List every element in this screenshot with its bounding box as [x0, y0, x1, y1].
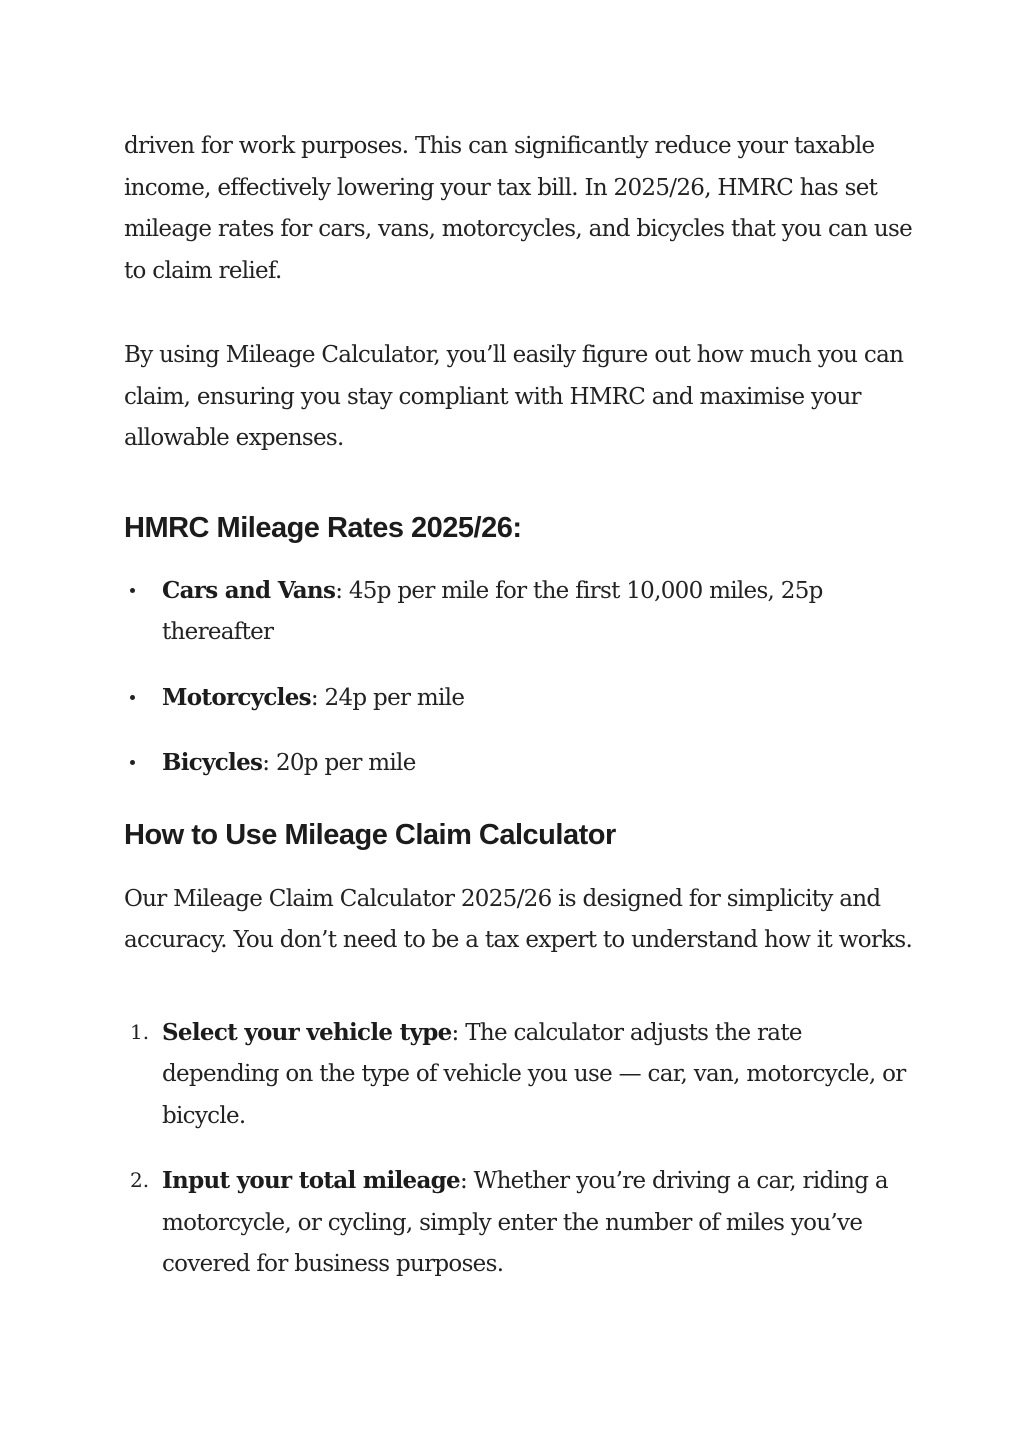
step-text: : Whether you’re driving a car, riding a motorcycle, or cycling, simply enter the number of miles you’ve covered for business purposes. — [162, 1168, 888, 1277]
rate-label: Cars and Vans — [162, 576, 336, 604]
list-item — [124, 742, 914, 785]
rates-heading: HMRC Mileage Rates 2025/26: — [124, 511, 522, 544]
rate-text: : 45p per mile for the first 10,000 miles, 25p thereafter — [162, 577, 823, 645]
list-item — [124, 1160, 914, 1286]
list-item — [124, 677, 914, 720]
howto-heading: How to Use Mileage Claim Calculator — [124, 818, 616, 851]
article-body — [124, 126, 914, 1286]
rates-list — [124, 570, 914, 785]
step-label: Input your total mileage — [162, 1167, 460, 1194]
step-number: 2. — [130, 1168, 150, 1192]
step-text: : The calculator adjusts the rate depending on the type of vehicle you use — car, van, motorcycle, or bicycle. — [162, 1019, 906, 1129]
bullet-icon — [130, 760, 135, 765]
intro-paragraph-2: By using Mileage Calculator, you’ll easily figure out how much you can claim, ensuring you stay compliant with HMRC and maximise your allowable expenses. — [124, 342, 904, 451]
list-item — [124, 1012, 914, 1138]
step-number: 1. — [130, 1019, 150, 1044]
howto-paragraph: Our Mileage Claim Calculator 2025/26 is designed for simplicity and accuracy. You don’t need to be a tax expert to understand how it works. — [124, 885, 913, 953]
rate-text: : 20p per mile — [262, 750, 416, 776]
bullet-icon — [130, 588, 135, 593]
steps-list — [124, 1012, 914, 1286]
list-item — [124, 570, 914, 654]
rate-text: : 24p per mile — [310, 684, 465, 711]
rate-label: Motorcycles — [162, 683, 311, 711]
intro-paragraph-1: driven for work purposes. This can significantly reduce your taxable income, effectively lowering your tax bill. In 2025/26, HMRC has set mileage rates for cars, vans, motorcycles, and bicycles that you can use to claim relief. — [124, 133, 912, 284]
bullet-icon — [130, 695, 135, 700]
rate-label: Bicycles — [162, 749, 263, 776]
step-label: Select your vehicle type — [162, 1018, 452, 1046]
